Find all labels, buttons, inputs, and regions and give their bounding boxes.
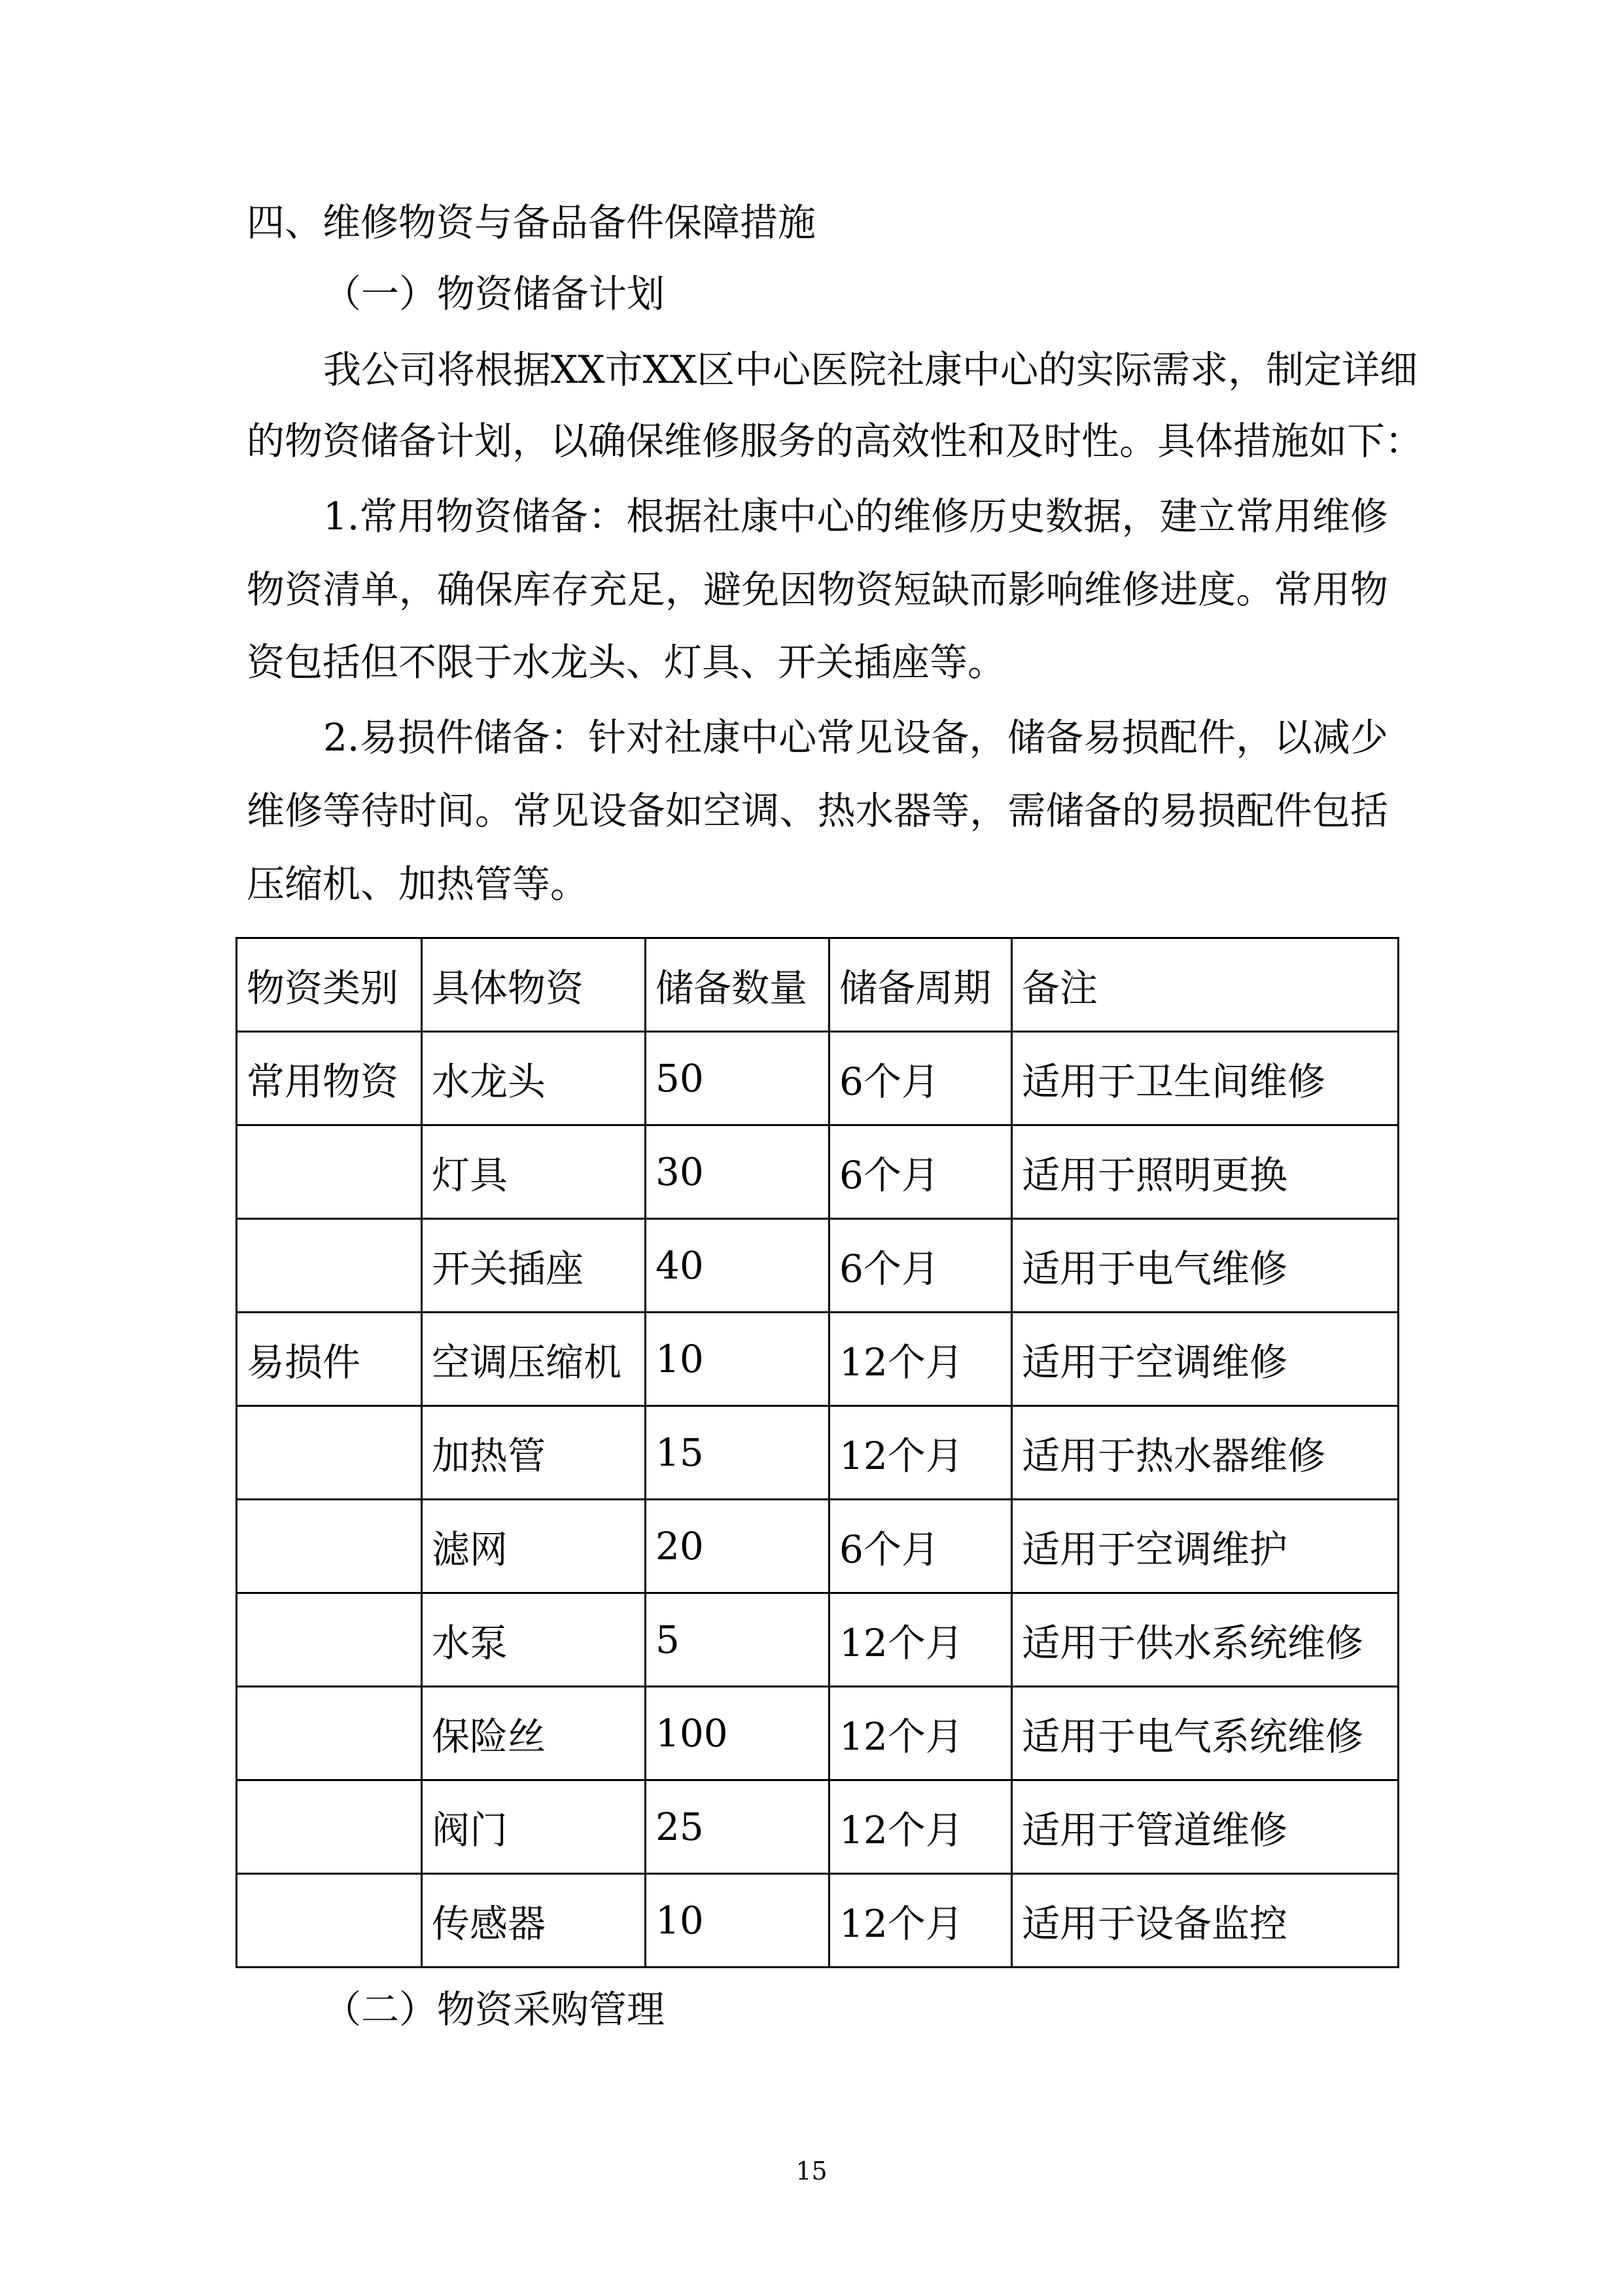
cell-category [237, 1687, 422, 1780]
item-1-line-1: 1.常用物资储备：根据社康中心的维修历史数据，建立常用维修 [323, 494, 1388, 539]
cell-item: 开关插座 [422, 1219, 646, 1313]
table-row [237, 1219, 1399, 1313]
cell-item: 空调压缩机 [422, 1313, 646, 1406]
cell-quantity: 100 [646, 1687, 829, 1780]
cell-period: 12个月 [829, 1687, 1012, 1780]
item-1-line-2: 物资清单，确保库存充足，避免因物资短缺而影响维修进度。常用物 [247, 567, 1388, 612]
cell-quantity: 25 [646, 1780, 829, 1874]
cell-category [237, 1125, 422, 1219]
cell-quantity: 10 [646, 1874, 829, 1968]
cell-notes: 适用于照明更换 [1012, 1125, 1399, 1219]
cell-quantity: 50 [646, 1032, 829, 1125]
cell-item: 传感器 [422, 1874, 646, 1968]
cell-category: 常用物资 [237, 1032, 422, 1125]
intro-line-2: 的物资储备计划，以确保维修服务的高效性和及时性。具体措施如下： [247, 419, 1423, 463]
cell-quantity: 20 [646, 1500, 829, 1593]
cell-item: 灯具 [422, 1125, 646, 1219]
table-row [237, 1500, 1399, 1593]
cell-quantity: 15 [646, 1406, 829, 1500]
section-title: 四、维修物资与备品备件保障措施 [247, 200, 816, 245]
cell-quantity: 30 [646, 1125, 829, 1219]
cell-category: 易损件 [237, 1313, 422, 1406]
cell-item: 阀门 [422, 1780, 646, 1874]
cell-category [237, 1219, 422, 1313]
cell-period: 6个月 [829, 1125, 1012, 1219]
item-2-line-3: 压缩机、加热管等。 [247, 862, 589, 906]
cell-period: 12个月 [829, 1406, 1012, 1500]
item-1-line-3: 资包括但不限于水龙头、灯具、开关插座等。 [247, 640, 1006, 684]
item-2-line-1: 2.易损件储备：针对社康中心常见设备，储备易损配件，以减少 [323, 715, 1388, 760]
materials-table [236, 937, 1399, 1968]
table-row [237, 1032, 1399, 1125]
cell-category [237, 1500, 422, 1593]
cell-quantity: 10 [646, 1313, 829, 1406]
cell-item: 水龙头 [422, 1032, 646, 1125]
cell-item: 滤网 [422, 1500, 646, 1593]
intro-line-1: 我公司将根据XX市XX区中心医院社康中心的实际需求，制定详细 [323, 347, 1418, 392]
table-row [237, 1593, 1399, 1687]
cell-notes: 适用于空调维修 [1012, 1313, 1399, 1406]
table-row [237, 1874, 1399, 1968]
cell-notes: 适用于供水系统维修 [1012, 1593, 1399, 1687]
cell-notes: 适用于电气系统维修 [1012, 1687, 1399, 1780]
cell-item: 保险丝 [422, 1687, 646, 1780]
cell-category [237, 1593, 422, 1687]
header-category: 物资类别 [237, 938, 422, 1032]
table-row [237, 1125, 1399, 1219]
header-notes: 备注 [1012, 938, 1399, 1032]
cell-item: 水泵 [422, 1593, 646, 1687]
table-row [237, 1313, 1399, 1406]
header-period: 储备周期 [829, 938, 1012, 1032]
cell-notes: 适用于管道维修 [1012, 1780, 1399, 1874]
cell-item: 加热管 [422, 1406, 646, 1500]
cell-notes: 适用于卫生间维修 [1012, 1032, 1399, 1125]
cell-notes: 适用于空调维护 [1012, 1500, 1399, 1593]
subsection-heading-2: （二）物资采购管理 [323, 1987, 665, 2032]
table-header-row [237, 938, 1399, 1032]
table-row [237, 1687, 1399, 1780]
cell-quantity: 40 [646, 1219, 829, 1313]
cell-category [237, 1874, 422, 1968]
cell-period: 6个月 [829, 1219, 1012, 1313]
cell-category [237, 1780, 422, 1874]
header-quantity: 储备数量 [646, 938, 829, 1032]
cell-notes: 适用于热水器维修 [1012, 1406, 1399, 1500]
table-row [237, 1780, 1399, 1874]
cell-period: 6个月 [829, 1032, 1012, 1125]
subsection-heading-1: （一）物资储备计划 [323, 272, 665, 316]
cell-notes: 适用于电气维修 [1012, 1219, 1399, 1313]
header-item: 具体物资 [422, 938, 646, 1032]
cell-notes: 适用于设备监控 [1012, 1874, 1399, 1968]
cell-period: 6个月 [829, 1500, 1012, 1593]
cell-category [237, 1406, 422, 1500]
cell-period: 12个月 [829, 1874, 1012, 1968]
item-2-line-2: 维修等待时间。常见设备如空调、热水器等，需储备的易损配件包括 [247, 788, 1388, 833]
page-number: 15 [795, 2157, 828, 2185]
cell-period: 12个月 [829, 1593, 1012, 1687]
cell-quantity: 5 [646, 1593, 829, 1687]
table-row [237, 1406, 1399, 1500]
cell-period: 12个月 [829, 1313, 1012, 1406]
cell-period: 12个月 [829, 1780, 1012, 1874]
